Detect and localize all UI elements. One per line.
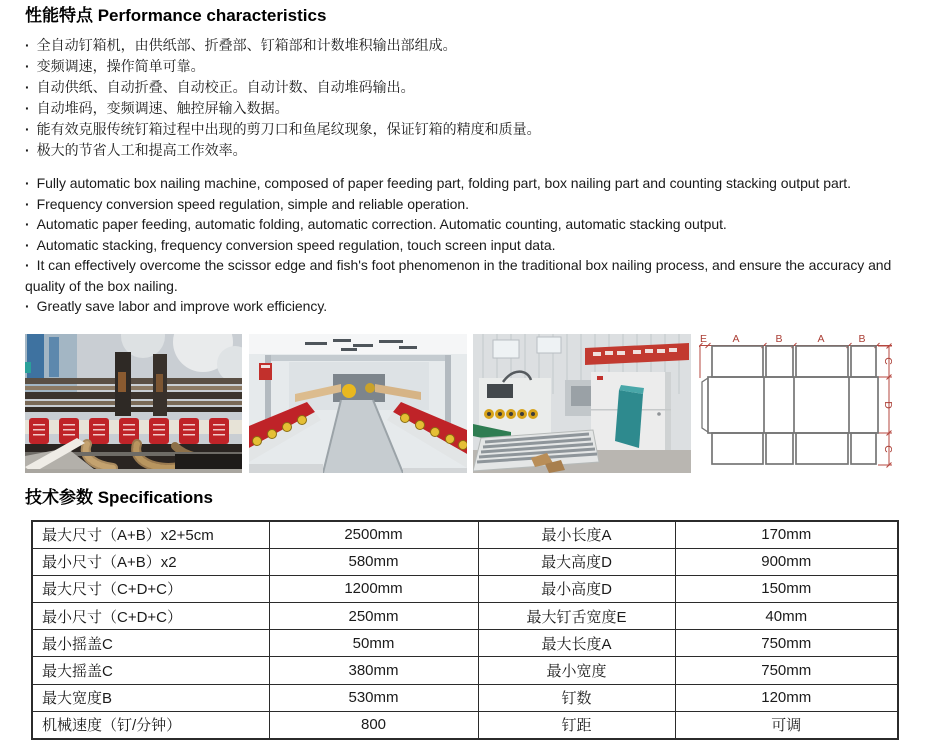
spec-value: 120mm bbox=[675, 684, 898, 711]
specifications-table bbox=[31, 520, 899, 741]
bullet-dot: · bbox=[25, 257, 30, 273]
bullet-dot: · bbox=[25, 100, 30, 116]
top-flap bbox=[851, 346, 876, 377]
bullet-dot: · bbox=[25, 175, 30, 191]
table-row bbox=[32, 521, 898, 549]
bullet-dot: · bbox=[25, 216, 30, 232]
bullet-dot: · bbox=[25, 236, 30, 253]
feed-rollers bbox=[484, 409, 538, 419]
feature-bullet-zh bbox=[25, 119, 928, 140]
feature-bullet-en bbox=[25, 235, 903, 256]
bullet-dot: · bbox=[25, 121, 30, 137]
table-row bbox=[32, 548, 898, 575]
bullet-text: 极大的节省人工和提高工作效率。 bbox=[36, 142, 247, 158]
bottom-flap bbox=[851, 433, 876, 464]
diagram-side-labels bbox=[882, 357, 894, 453]
top-flap bbox=[712, 346, 763, 377]
box-blank-diagram bbox=[699, 332, 905, 474]
bullet-text: 变频调速，操作简单可靠。 bbox=[36, 58, 205, 74]
feature-bullet-zh bbox=[25, 35, 928, 56]
feature-bullet-zh bbox=[25, 98, 928, 119]
dim-label-d: D bbox=[882, 400, 894, 409]
yellow-roller bbox=[342, 384, 356, 398]
spec-label: 最小摇盖C bbox=[32, 630, 269, 657]
table-row bbox=[32, 603, 898, 630]
top-flap bbox=[796, 346, 848, 377]
glue-tab bbox=[702, 378, 708, 432]
spec-label: 最小长度A bbox=[478, 521, 675, 549]
bullet-text: It can effectively overcome the scissor edge and fish's foot phenomenon in the traditional box nailing process, and ensure the accuracy and quality of the box nailing. bbox=[25, 257, 892, 294]
feature-bullet-zh bbox=[25, 77, 928, 98]
spec-label: 最大尺寸（C+D+C） bbox=[32, 575, 269, 602]
bottom-flap bbox=[712, 433, 763, 464]
feature-bullet-en bbox=[25, 255, 903, 296]
bullet-text: 全自动钉箱机，由供纸部、折叠部、钉箱部和计数堆积输出部组成。 bbox=[36, 37, 457, 53]
dim-label-a2: A bbox=[817, 332, 825, 345]
table-row bbox=[32, 630, 898, 657]
spec-value: 150mm bbox=[675, 575, 898, 602]
feature-list-chinese bbox=[25, 35, 928, 161]
bullet-text: 自动堆码，变频调速、触控屏输入数据。 bbox=[36, 100, 289, 116]
photo-machine-front bbox=[249, 334, 467, 473]
bullet-dot: · bbox=[25, 142, 30, 158]
bullet-dot: · bbox=[25, 298, 30, 314]
bottom-flap bbox=[766, 433, 793, 464]
diagram-top-labels bbox=[700, 333, 866, 345]
photo-factory-floor bbox=[473, 334, 691, 473]
spec-value: 可调 bbox=[675, 711, 898, 739]
table-row bbox=[32, 575, 898, 602]
feature-list-english bbox=[25, 173, 903, 317]
spec-label: 最大宽度B bbox=[32, 684, 269, 711]
window bbox=[537, 337, 561, 353]
feature-bullet-zh bbox=[25, 56, 928, 77]
spec-label: 最大钉舌宽度E bbox=[478, 603, 675, 630]
red-belt-modules bbox=[29, 418, 229, 444]
spec-value: 750mm bbox=[675, 630, 898, 657]
bullet-text: Automatic paper feeding, automatic folding, automatic correction. Automatic counting, automatic stacking output. bbox=[36, 216, 727, 232]
dim-label-e: E bbox=[699, 332, 708, 345]
photo-machine-closeup bbox=[25, 334, 242, 473]
teal-unit bbox=[615, 390, 643, 448]
table-row bbox=[32, 684, 898, 711]
top-flap bbox=[766, 346, 793, 377]
spec-value: 40mm bbox=[675, 603, 898, 630]
main-panel-band bbox=[708, 377, 878, 433]
window bbox=[493, 340, 519, 358]
spec-label: 钉距 bbox=[478, 711, 675, 739]
feature-bullet-en bbox=[25, 173, 903, 194]
feature-bullet-en bbox=[25, 214, 903, 235]
spec-value: 380mm bbox=[269, 657, 478, 684]
spec-label: 最小尺寸（A+B）x2 bbox=[32, 548, 269, 575]
spec-label: 最大长度A bbox=[478, 630, 675, 657]
table-row bbox=[32, 657, 898, 684]
spec-label: 最小尺寸（C+D+C） bbox=[32, 603, 269, 630]
spec-value: 170mm bbox=[675, 521, 898, 549]
spec-value: 800 bbox=[269, 711, 478, 739]
spec-value: 750mm bbox=[675, 657, 898, 684]
spec-label: 最小宽度 bbox=[478, 657, 675, 684]
specifications-section-title: 技术参数 Specifications bbox=[25, 487, 213, 507]
performance-section-title: 性能特点 Performance characteristics bbox=[25, 6, 327, 25]
spec-value: 580mm bbox=[269, 548, 478, 575]
dim-label-c-bottom: C bbox=[882, 444, 894, 453]
spec-label: 钉数 bbox=[478, 684, 675, 711]
machine-gallery bbox=[25, 334, 928, 473]
bullet-dot: · bbox=[25, 37, 30, 53]
bullet-text: Frequency conversion speed regulation, simple and reliable operation. bbox=[36, 195, 469, 212]
bullet-dot: · bbox=[25, 195, 30, 212]
feature-bullet-en bbox=[25, 296, 903, 317]
table-row bbox=[32, 711, 898, 739]
bullet-text: Greatly save labor and improve work efficiency. bbox=[36, 298, 328, 314]
feature-bullet-zh bbox=[25, 140, 928, 161]
spec-label: 最大高度D bbox=[478, 548, 675, 575]
feature-bullet-en bbox=[25, 194, 903, 215]
dim-label-b1: B bbox=[775, 332, 783, 345]
spec-label: 最大摇盖C bbox=[32, 657, 269, 684]
spec-value: 50mm bbox=[269, 630, 478, 657]
spec-value: 250mm bbox=[269, 603, 478, 630]
bullet-text: Automatic stacking, frequency conversion speed regulation, touch screen input data. bbox=[36, 236, 556, 253]
spec-label: 最大尺寸（A+B）x2+5cm bbox=[32, 521, 269, 549]
dim-label-b2: B bbox=[858, 332, 866, 345]
bottom-flap bbox=[796, 433, 848, 464]
bullet-dot: · bbox=[25, 79, 30, 95]
bullet-dot: · bbox=[25, 58, 30, 74]
box-blank-outline bbox=[702, 346, 878, 464]
dim-label-c-top: C bbox=[882, 356, 894, 365]
spec-label: 机械速度（钉/分钟） bbox=[32, 711, 269, 739]
spec-value: 900mm bbox=[675, 548, 898, 575]
dim-label-a1: A bbox=[732, 332, 740, 345]
spec-value: 2500mm bbox=[269, 521, 478, 549]
bullet-text: 自动供纸、自动折叠、自动校正。自动计数、自动堆码输出。 bbox=[36, 79, 415, 95]
bullet-text: 能有效克服传统钉箱过程中出现的剪刀口和鱼尾纹现象，保证钉箱的精度和质量。 bbox=[36, 121, 541, 137]
spec-value: 1200mm bbox=[269, 575, 478, 602]
spec-label: 最小高度D bbox=[478, 575, 675, 602]
bullet-text: Fully automatic box nailing machine, composed of paper feeding part, folding part, box nailing part and counting stacking output part. bbox=[36, 175, 851, 191]
spec-value: 530mm bbox=[269, 684, 478, 711]
